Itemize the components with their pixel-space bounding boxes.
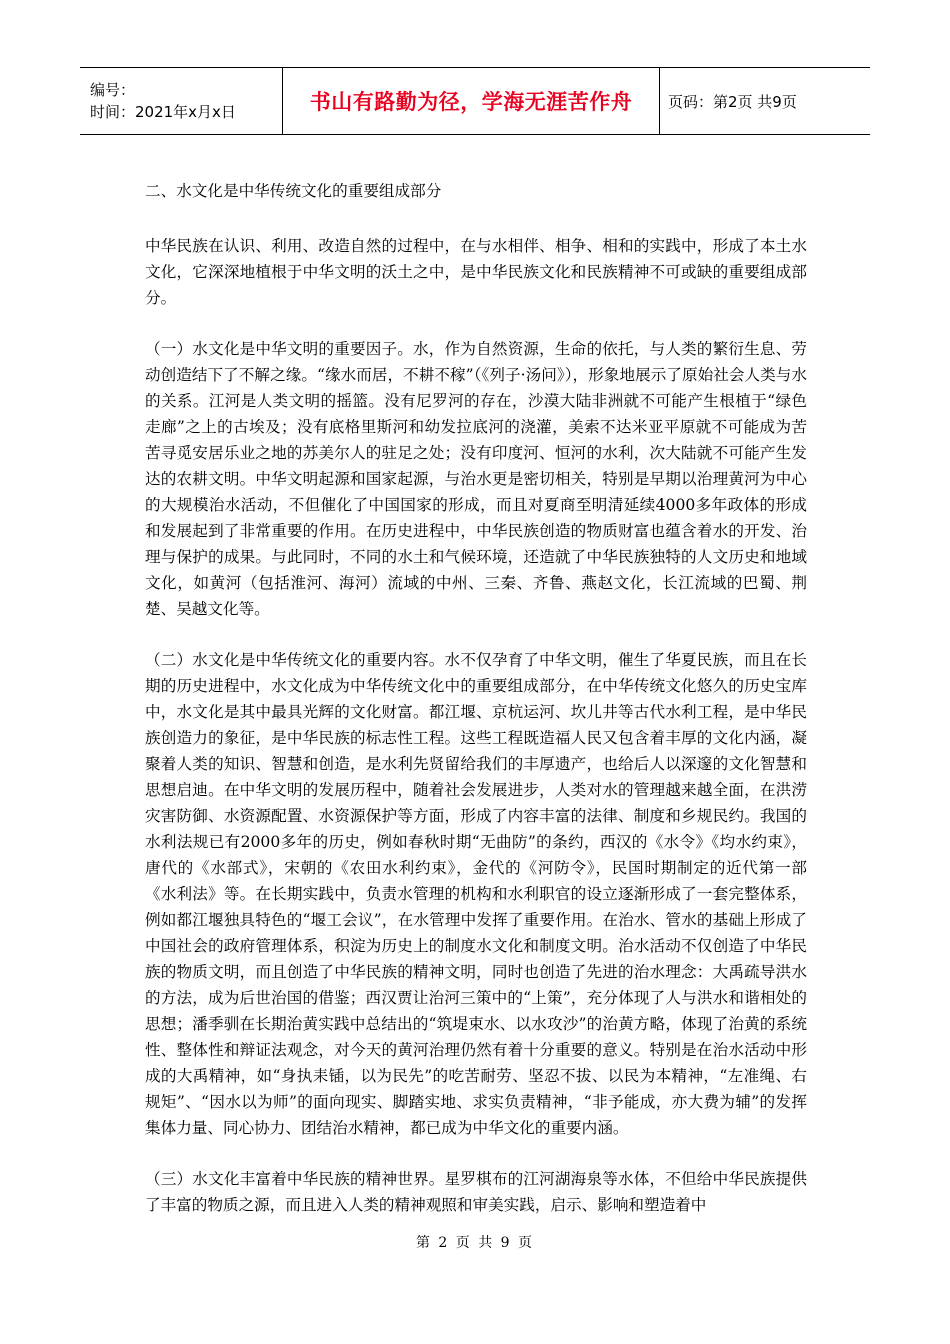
document-body — [145, 178, 807, 1243]
paragraph-three: （三）水文化丰富着中华民族的精神世界。星罗棋布的江河湖海泉等水体，不但给中华民族提供了丰富的物质之源，而且进入人类的精神观照和审美实践，启示、影响和塑造着中 — [145, 1170, 807, 1214]
header-page-cell — [660, 68, 870, 134]
paragraph-one: （一）水文化是中华文明的重要因子。水，作为自然资源，生命的依托，与人类的繁衍生息、劳动创造结下了不解之缘。“缘水而居，不耕不稼”（《列子·汤问》），形象地展示了原始社会人类与水的关系。江河是人类文明的摇篮。没有尼罗河的存在，沙漠大陆非洲就不可能产生根植于“绿色走廊”之上的古埃及；没有底格里斯河和幼发拉底河的浇灌，美索不达米亚平原就不可能成为苦苦寻觅安居乐业之地的苏美尔人的驻足之处；没有印度河、恒河的水利，次大陆就不可能产生发达的农耕文明。中华文明起源和国家起源，与治水更是密切相关，特别是早期以治理黄河为中心的大规模治水活动，不但催化了中国国家的形成，而且对夏商至明清延续4000多年政体的形成和发展起到了非常重要的作用。在历史进程中，中华民族创造的物质财富也蕴含着水的开发、治理与保护的成果。与此同时，不同的水土和气候环境，还造就了中华民族独特的人文历史和地域文化，如黄河（包括淮河、海河）流域的中州、三秦、齐鲁、燕赵文化，长江流域的巴蜀、荆楚、吴越文化等。 — [145, 340, 807, 618]
header-motto-cell — [283, 68, 660, 134]
header-page-label: 页码：第2页 共9页 — [668, 92, 797, 111]
serial-number-label: 编号： — [90, 81, 136, 99]
header-meta — [80, 68, 283, 134]
section-heading: 二、水文化是中华传统文化的重要组成部分 — [145, 182, 442, 200]
paragraph-two: （二）水文化是中华传统文化的重要内容。水不仅孕育了中华文明，催生了华夏民族，而且在长期的历史进程中，水文化成为中华传统文化中的重要组成部分，在中华传统文化悠久的历史宝库中，水文化是其中最具光辉的文化财富。都江堰、京杭运河、坎儿井等古代水利工程，是中华民族创造力的象征，是中华民族的标志性工程。这些工程既造福人民又包含着丰厚的文化内涵，凝聚着人类的知识、智慧和创造，是水利先贤留给我们的丰厚遗产，也给后人以深邃的文化智慧和思想启迪。在中华文明的发展历程中，随着社会发展进步，人类对水的管理越来越全面，在洪涝灾害防御、水资源配置、水资源保护等方面，形成了内容丰富的法律、制度和乡规民约。我国的水利法规已有2000多年的历史，例如春秋时期“无曲防”的条约，西汉的《水令》《均水约束》，唐代的《水部式》，宋朝的《农田水利约束》，金代的《河防令》，民国时期制定的近代第一部《水利法》等。在长期实践中，负责水管理的机构和水利职官的设立逐渐形成了一套完整体系，例如都江堰独具特色的“堰工会议”，在水管理中发挥了重要作用。在治水、管水的基础上形成了中国社会的政府管理体系，积淀为历史上的制度水文化和制度文明。治水活动不仅创造了中华民族的物质文明，而且创造了中华民族的精神文明，同时也创造了先进的治水理念：大禹疏导洪水的方法，成为后世治国的借鉴；西汉贾让治河三策中的“上策”，充分体现了人与洪水和谐相处的思想；潘季驯在长期治黄实践中总结出的“筑堤束水、以水攻沙”的治黄方略，体现了治黄的系统性、整体性和辩证法观念，对今天的黄河治理仍然有着十分重要的意义。特别是在治水活动中形成的大禹精神，如“身执耒锸，以为民先”的吃苦耐劳、坚忍不拔、以民为本精神，“左准绳、右规矩”、“因水以为师”的面向现实、脚踏实地、求实负责精神，“非予能成，亦大费为辅”的发挥集体力量、同心协力、团结治水精神，都已成为中华文化的重要内涵。 — [145, 651, 807, 1137]
page-header — [80, 67, 870, 135]
paragraph-intro: 中华民族在认识、利用、改造自然的过程中，在与水相伴、相争、相和的实践中，形成了本土水文化，它深深地植根于中华文明的沃土之中，是中华民族文化和民族精神不可或缺的重要组成部分。 — [145, 237, 807, 307]
date-label: 时间：2021年x月x日 — [90, 103, 236, 121]
footer-page-number: 第 2 页 共 9 页 — [415, 1235, 535, 1251]
page-footer — [0, 1232, 950, 1252]
motto: 书山有路勤为径，学海无涯苦作舟 — [309, 90, 633, 114]
